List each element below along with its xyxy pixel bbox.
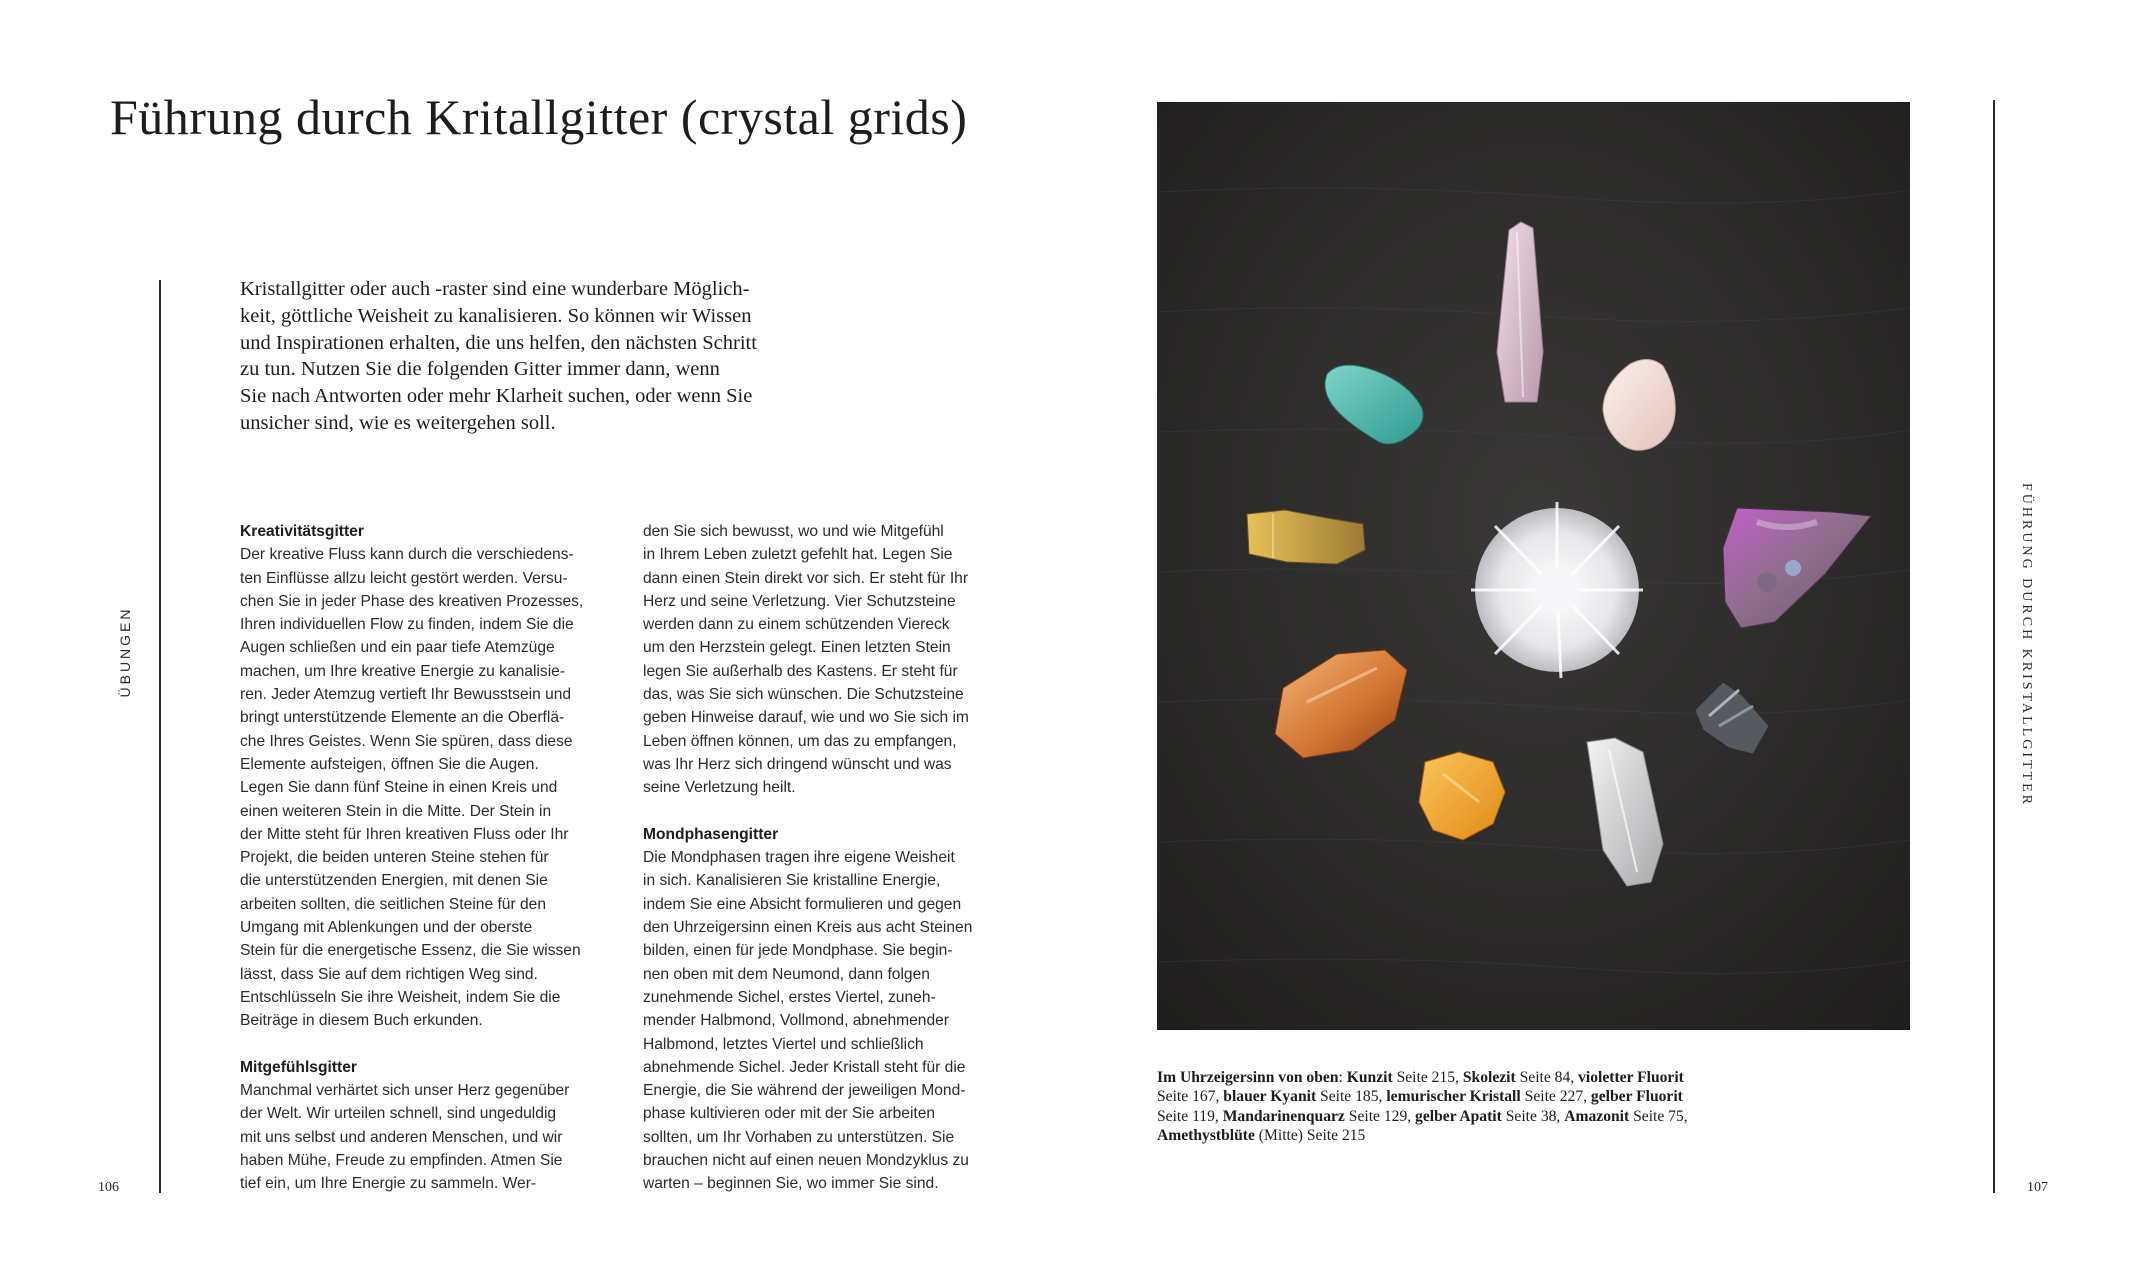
caption-page-ref: Seite 185 [1320,1088,1379,1106]
text-column-1 [240,520,600,1196]
amethyst-flower-icon [1471,502,1643,678]
body-line: che Ihres Geistes. Wenn Sie spüren, dass diese [240,732,573,750]
body-line: ten Einflüsse allzu leicht gestört werden. Versu- [240,569,568,587]
body-line: Leben öffnen können, um das zu empfangen, [643,732,957,750]
caption-stone-name: Kunzit [1346,1069,1393,1086]
body-line: machen, um Ihre kreative Energie zu kanalisie- [240,662,566,680]
body-line: den Sie sich bewusst, wo und wie Mitgefühl [643,523,944,540]
crystal-grid-photo [1157,102,1910,1030]
caption-page-ref: Seite 227 [1524,1088,1584,1106]
body-line: Stein für die energetische Essenz, die Sie wissen [240,942,581,960]
heading-mitgefuehlsgitter: Mitgefühlsgitter [240,1058,357,1076]
left-margin-rule [159,280,161,1193]
body-line: was Ihr Herz sich dringend wünscht und was [643,755,952,773]
caption-stone-name: gelber Fluorit [1590,1088,1683,1106]
body-line: Elemente aufsteigen, öffnen Sie die Augen. [240,755,539,773]
body-line: werden dann zu einem schützenden Viereck [643,616,950,634]
body-line: Die Mondphasen tragen ihre eigene Weisheit [643,849,955,867]
paragraph-spacer [643,800,1003,823]
body-line: um den Herzstein gelegt. Einen letzten Stein [643,639,951,657]
body-line: Projekt, die beiden unteren Steine stehen für [240,849,549,867]
section-label-left: ÜBUNGEN [117,606,133,698]
caption-stone-name: lemurischer Kristall [1386,1088,1521,1106]
text-column-2 [643,520,1003,1196]
intro-line: unsicher sind, wie es weitergehen soll. [240,411,556,434]
body-line: abnehmende Sichel. Jeder Kristall steht für die [643,1058,966,1076]
body-line: mender Halbmond, Vollmond, abnehmender [643,1012,949,1030]
body-line: Manchmal verhärtet sich unser Herz gegenüber [240,1082,570,1100]
caption-page-ref: Seite 215 [1306,1126,1366,1144]
caption-stone-name: blauer Kyanit [1223,1088,1317,1106]
page-title: Führung durch Kritallgitter (crystal grids) [110,89,968,145]
crystal-grid-illustration [1157,102,1910,1030]
caption-stone-name: Skolezit [1462,1069,1516,1086]
body-line: arbeiten sollten, die seitlichen Steine für den [240,895,547,913]
body-line: Der kreative Fluss kann durch die verschiedens- [240,546,574,564]
intro-paragraph [240,276,800,437]
intro-line: Kristallgitter oder auch -raster sind eine wunderbare Möglich- [240,278,750,300]
body-line: Umgang mit Ablenkungen und der oberste [240,919,533,937]
caption-stone-name: Amethystblüte [1157,1126,1255,1144]
body-line: Entschlüsseln Sie ihre Weisheit, indem Sie die [240,988,561,1006]
intro-line: und Inspirationen erhalten, die uns helfen, den nächsten Schritt [240,331,757,354]
body-line: tief ein, um Ihre Energie zu sammeln. Wer- [240,1175,537,1193]
body-line: seine Verletzung heilt. [643,779,796,797]
caption-stone-name: Amazonit [1564,1107,1630,1125]
body-line: Ihren individuellen Flow zu finden, indem Sie die [240,616,574,634]
body-line: mit uns selbst und anderen Menschen, und wir [240,1128,563,1146]
body-line: den Uhrzeigersinn einen Kreis aus acht Steinen [643,919,973,937]
body-line: warten – beginnen Sie, wo immer Sie sind. [643,1175,939,1193]
caption-page-ref: Seite 119 [1157,1107,1215,1125]
body-line: ren. Jeder Atemzug vertieft Ihr Bewusstsein und [240,686,572,704]
body-line: Energie, die Sie während der jeweiligen Mond- [643,1082,966,1100]
paragraph-mondphasengitter [643,846,1003,1195]
caption-page-ref: Seite 167 [1157,1088,1216,1106]
body-line: brauchen nicht auf einen neuen Mondzyklus zu [643,1152,969,1170]
caption-note: (Mitte) [1258,1126,1303,1144]
intro-line: keit, göttliche Weisheit zu kanalisieren. So können wir Wissen [240,304,752,327]
body-line: der Welt. Wir urteilen schnell, sind ungeduldig [240,1105,557,1123]
paragraph-spacer [240,1033,600,1056]
body-line: haben Mühe, Freude zu empfinden. Atmen Sie [240,1152,563,1170]
body-line: zunehmende Sichel, erstes Viertel, zuneh- [643,988,936,1006]
body-line: in sich. Kanalisieren Sie kristalline Energie, [643,872,941,890]
body-line: die unterstützenden Energien, mit denen Sie [240,872,548,890]
body-line: legen Sie außerhalb des Kastens. Er steht für [643,662,958,680]
body-line: bilden, einen für jede Mondphase. Sie begin- [643,942,953,960]
body-line: sollten, um Ihr Vorhaben zu unterstützen. Sie [643,1128,955,1146]
paragraph-kreativitaetsgitter [240,543,600,1032]
body-line: Herz und seine Verletzung. Vier Schutzsteine [643,592,956,610]
caption-stone-name: gelber Apatit [1415,1107,1502,1125]
body-line: bringt unterstützende Elemente an die Oberflä- [240,709,565,727]
section-label-right: FÜHRUNG DURCH KRISTALLGITTER [2019,483,2034,807]
heading-mondphasengitter: Mondphasengitter [643,825,779,843]
body-line: in Ihrem Leben zuletzt gefehlt hat. Legen Sie [643,546,953,564]
caption-page-ref: Seite 38 [1505,1107,1557,1125]
body-line: lässt, dass Sie auf dem richtigen Weg sind. [240,965,538,983]
caption-stone-name: Mandarinenquarz [1222,1107,1345,1125]
page-number-right: 107 [2027,1180,2048,1195]
right-margin-rule [1993,100,1995,1193]
caption-page-ref: Seite 129 [1348,1107,1408,1125]
body-line: chen Sie in jeder Phase des kreativen Prozesses, [240,592,584,610]
body-line: indem Sie eine Absicht formulieren und gegen [643,895,962,913]
body-line: phase kultivieren oder mit der Sie arbeiten [643,1105,936,1123]
caption-page-ref: Seite 75 [1633,1107,1684,1125]
body-line: Halbmond, letztes Viertel und schließlich [643,1035,924,1053]
intro-line: zu tun. Nutzen Sie die folgenden Gitter immer dann, wenn [240,358,720,381]
body-line: einen weiteren Stein in die Mitte. Der Stein in [240,802,552,820]
intro-line: Sie nach Antworten oder mehr Klarheit suchen, oder wenn Sie [240,385,753,408]
caption-page-ref: Seite 84 [1519,1069,1571,1086]
heading-kreativitaetsgitter: Kreativitätsgitter [240,523,364,540]
paragraph-mitgefuehlsgitter [240,1079,600,1195]
page-number-left: 106 [98,1180,119,1195]
body-line: nen oben mit dem Neumond, dann folgen [643,965,930,983]
body-line: geben Hinweise darauf, wie und wo Sie sich im [643,709,969,727]
paragraph-mitgefuehlsgitter-continued [643,520,1003,800]
body-line: dann einen Stein direkt vor sich. Er steht für Ihr [643,569,969,587]
photo-caption: Im Uhrzeigersinn von oben: Kunzit Seite 215, Skolezit Seite 84, violetter Fluorit Seite 167, blauer Kyanit Seite 185, lemurischer Kristall Seite 227, gelber Fluorit Seite 119, Mandarinenquarz Seite 129, gelber Apatit Seite 38, Amazonit Seite 75, Amethystblüte (Mitte) Seite 215 [1157,1069,1688,1144]
caption-intro: Im Uhrzeigersinn von oben [1157,1069,1339,1086]
caption-page-ref: Seite 215 [1396,1069,1456,1086]
body-line: Augen schließen und ein paar tiefe Atemzüge [240,639,555,657]
caption-stone-name: violetter Fluorit [1578,1069,1684,1086]
body-line: das, was Sie sich wünschen. Die Schutzsteine [643,686,964,704]
body-line: Beiträge in diesem Buch erkunden. [240,1012,483,1030]
body-line: Legen Sie dann fünf Steine in einen Kreis und [240,779,558,797]
body-line: der Mitte steht für Ihren kreativen Fluss oder Ihr [240,825,569,843]
